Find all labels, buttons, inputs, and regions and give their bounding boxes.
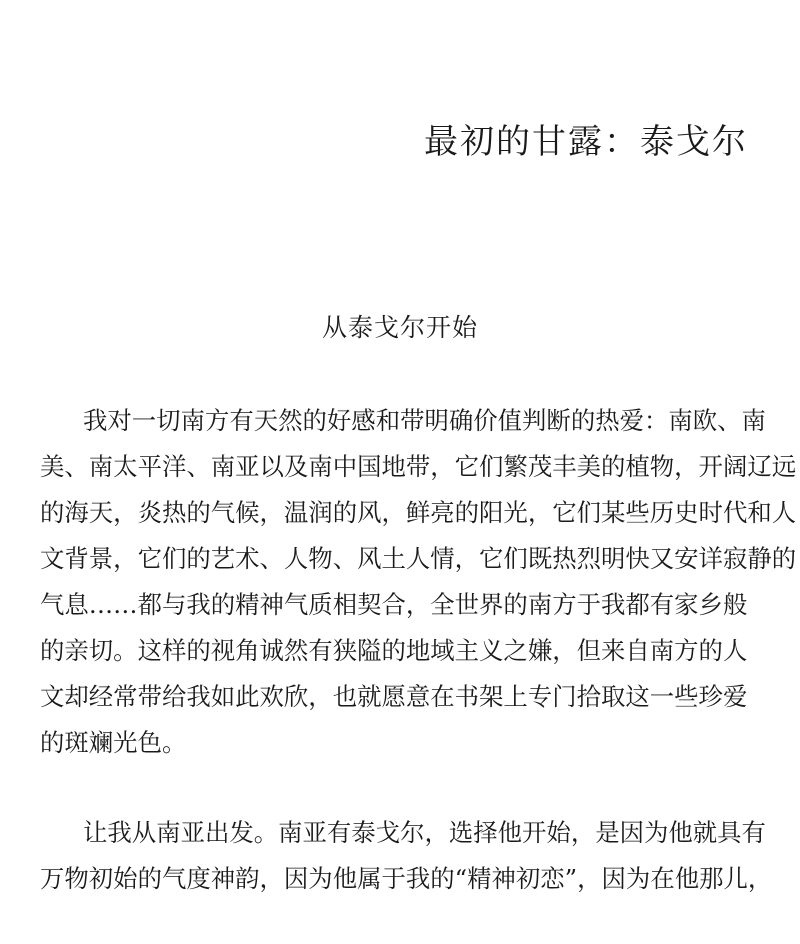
paragraph-line: 美、南太平洋、南亚以及南中国地带，它们繁茂丰美的植物，开阔辽远 [40,452,797,481]
paragraph-line: 万物初始的气度神韵，因为他属于我的“精神初恋”，因为在他那儿， [40,864,773,893]
paragraph-line: 我对一切南方有天然的好感和带明确价值判断的热爱：南欧、南 [83,406,766,435]
paragraph-line: 文背景，它们的艺术、人物、风土人情，它们既热烈明快又安详寂静的 [40,544,797,573]
chapter-title: 最初的甘露：泰戈尔 [424,122,748,162]
paragraph-line: 的海天，炎热的气候，温润的风，鲜亮的阳光，它们某些历史时代和人 [40,498,797,527]
paragraph-line: 气息……都与我的精神气质相契合，全世界的南方于我都有家乡般 [40,590,748,619]
paragraph-line: 的斑斓光色。 [40,728,187,757]
paragraph-line: 的亲切。这样的视角诚然有狭隘的地域主义之嫌，但来自南方的人 [40,636,748,665]
paragraph-line: 文却经常带给我如此欢欣，也就愿意在书架上专门拾取这一些珍爱 [40,682,748,711]
paragraph-line: 让我从南亚出发。南亚有泰戈尔，选择他开始，是因为他就具有 [83,818,766,847]
section-title: 从泰戈尔开始 [321,313,478,342]
